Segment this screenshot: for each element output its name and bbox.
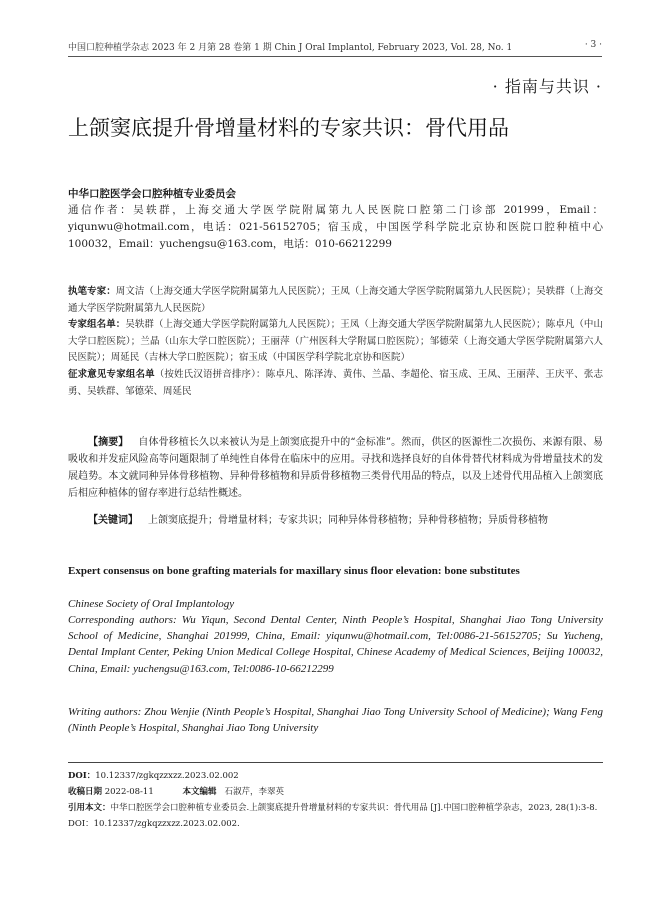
column-label: · 指南与共识 · xyxy=(492,77,602,96)
citation xyxy=(68,800,603,832)
organization: 中华口腔医学会口腔种植专业委员会 xyxy=(68,188,236,200)
doi-value[interactable]: 10.12337/zgkqzzxzz.2023.02.002 xyxy=(95,771,239,781)
english-organization: Chinese Society of Oral Implantology xyxy=(68,598,235,610)
author-lists xyxy=(68,284,603,400)
header-divider xyxy=(68,56,602,57)
running-head: 中国口腔种植学杂志 2023 年 2 月第 28 卷第 1 期 Chin J Oral Implantol, February 2023, Vol. 28, No. 1 xyxy=(68,43,513,53)
corresponding-authors: 通信作者：吴轶群，上海交通大学医学院附属第九人民医院口腔第二门诊部 201999，Email：yiqunwu@hotmail.com，电话：021-56152705；宿玉成，中国医学科学院北京协和医院口腔种植中心 100032，Email：yuchengsu@163.com，电话：010-66212299 xyxy=(68,204,603,250)
keywords-label: 【关键词】 xyxy=(88,515,138,526)
keywords xyxy=(68,512,603,529)
abstract xyxy=(68,434,603,502)
writing-experts: 周文洁（上海交通大学医学院附属第九人民医院）；王凤（上海交通大学医学院附属第九人民医院）；吴轶群（上海交通大学医学院附属第九人民医院） xyxy=(68,286,603,314)
abstract-label: 【摘要】 xyxy=(88,437,129,448)
review-panel: （按姓氏汉语拼音排序）：陈卓凡、陈泽涛、黄伟、兰晶、李超伦、宿玉成、王凤、王丽萍、王庆平、张志勇、吴轶群、邹德荣、周延民 xyxy=(68,368,603,397)
english-title: Expert consensus on bone grafting materials for maxillary sinus floor elevation: bone substitutes xyxy=(68,565,520,577)
writing-experts-label: 执笔专家： xyxy=(68,286,116,297)
abstract-text: 自体骨移植长久以来被认为是上颌窦底提升中的“金标准”。然而，供区的医源性二次损伤、来源有限、易吸收和并发症风险高等问题限制了单纯性自体骨在临床中的应用。寻找和选择良好的自体骨替代材料成为骨增量技术的发展趋势。本文就同种异体骨移植物、异种骨移植物和异质骨移植物三类骨代用品的特点，以及上述骨代用品植入上颌窦底后相应种植体的留存率进行总结性概述。 xyxy=(68,437,603,499)
citation-text: 中华口腔医学会口腔种植专业委员会.上颌窦底提升骨增量材料的专家共识：骨代用品 [J].中国口腔种植学杂志，2023, 28(1):3-8. DOI：10.12337/zgkqzzxzz.2023.02.002. xyxy=(68,803,598,829)
citation-label: 引用本文： xyxy=(68,803,111,813)
review-panel-label: 征求意见专家组名单 xyxy=(68,368,155,380)
expert-panel-label: 专家组名单： xyxy=(68,319,126,331)
doi xyxy=(68,768,603,784)
received-label: 收稿日期 xyxy=(68,787,103,797)
footer-divider xyxy=(68,762,603,763)
page-number: · 3 · xyxy=(584,40,602,50)
english-corresponding-authors: Corresponding authors: Wu Yiqun, Second Dental Center, Ninth People’s Hospital, Shanghai Jiao Tong University School of Medicine, Shanghai 201999, China, Email: yiqunwu@hotmail.com, Tel:0086-21-56152705; Su Yucheng, Dental Implant Center, Peking Union Medical College Hospital, Chinese Academy of Medical Sciences, Beijing 100032, China, Email: yuchengsu@163.com, Tel:0086-10-66212299 xyxy=(68,614,603,675)
received-date: 2022-08-11 xyxy=(104,787,154,797)
keywords-text: 上颌窦底提升；骨增量材料；专家共识；同种异体骨移植物；异种骨移植物；异质骨移植物 xyxy=(148,515,548,526)
english-writing-authors: Writing authors: Zhou Wenjie (Ninth People’s Hospital, Shanghai Jiao Tong University School of Medicine); Wang Feng (Ninth People’s Hospital, Shanghai Jiao Tong University xyxy=(68,706,603,735)
editor-label: 本文编辑 xyxy=(182,787,217,797)
article-title: 上颌窦底提升骨增量材料的专家共识：骨代用品 xyxy=(68,116,509,140)
dates xyxy=(68,784,603,800)
editor-names: 石淑芹，李翠英 xyxy=(224,787,284,797)
doi-label: DOI： xyxy=(68,771,96,781)
expert-panel: 吴轶群（上海交通大学医学院附属第九人民医院）；王凤（上海交通大学医学院附属第九人民医院）；陈卓凡（中山大学口腔医院）；兰晶（山东大学口腔医院）；王丽萍（广州医科大学附属口腔医院）；邹德荣（上海交通大学医学院附属第六人民医院）；周延民（吉林大学口腔医院）；宿玉成（中国医学科学院北京协和医院） xyxy=(68,319,603,364)
